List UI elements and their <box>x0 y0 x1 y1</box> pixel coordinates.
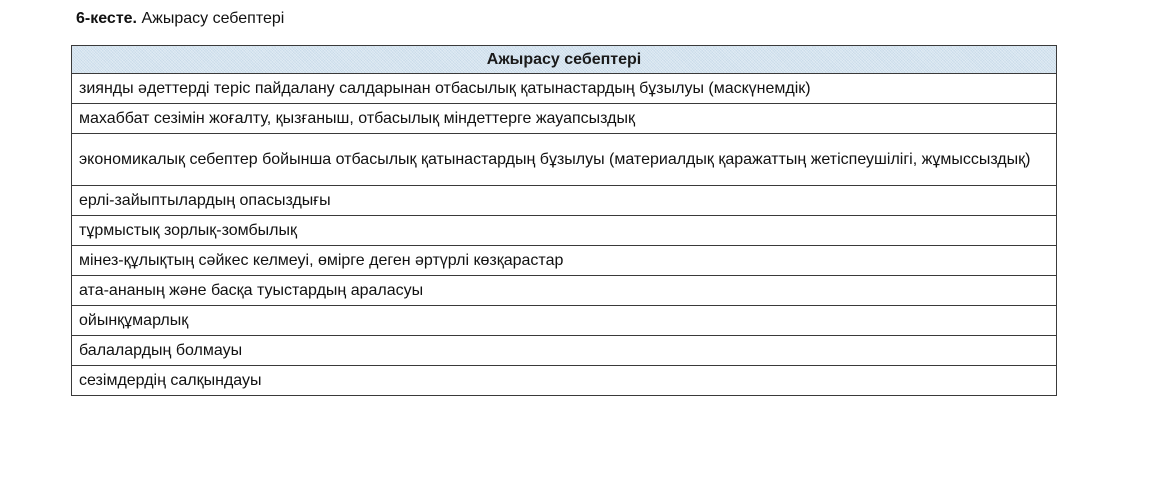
table-cell-reason-6: мінез-құлықтың сәйкес келмеуі, өмірге деген әртүрлі көзқарастар <box>72 246 1057 276</box>
table-row <box>72 276 1057 306</box>
table-cell-reason-5: тұрмыстық зорлық-зомбылық <box>72 216 1057 246</box>
table-cell-reason-2: махаббат сезімін жоғалту, қызғаныш, отбасылық міндеттерге жауапсыздық <box>72 104 1057 134</box>
table-row <box>72 186 1057 216</box>
table-caption <box>76 9 284 29</box>
table-row <box>72 74 1057 104</box>
table-cell-reason-1: зиянды әдеттерді теріс пайдалану салдарынан отбасылық қатынастардың бұзылуы (маскүнемдік) <box>72 74 1057 104</box>
table-cell-reason-9: балалардың болмауы <box>72 336 1057 366</box>
table-row <box>72 366 1057 396</box>
divorce-reasons-table <box>71 45 1057 396</box>
table-number: 6-кесте. <box>76 10 137 27</box>
table-row <box>72 134 1057 186</box>
table-cell-reason-3: экономикалық себептер бойынша отбасылық қатынастардың бұзылуы (материалдық қаражаттың жетіспеушілігі, жұмыссыздық) <box>72 134 1057 186</box>
table-cell-reason-10: сезімдердің салқындауы <box>72 366 1057 396</box>
table-cell-reason-8: ойынқұмарлық <box>72 306 1057 336</box>
table-row <box>72 216 1057 246</box>
table-cell-reason-4: ерлі-зайыптылардың опасыздығы <box>72 186 1057 216</box>
table-row <box>72 246 1057 276</box>
table-header-cell: Ажырасу себептері <box>72 46 1057 74</box>
table-row <box>72 104 1057 134</box>
table-title: Ажырасу себептері <box>141 10 285 27</box>
table-row <box>72 336 1057 366</box>
table-cell-reason-7: ата-ананың және басқа туыстардың араласуы <box>72 276 1057 306</box>
table-row <box>72 306 1057 336</box>
table-header-row <box>72 46 1057 74</box>
